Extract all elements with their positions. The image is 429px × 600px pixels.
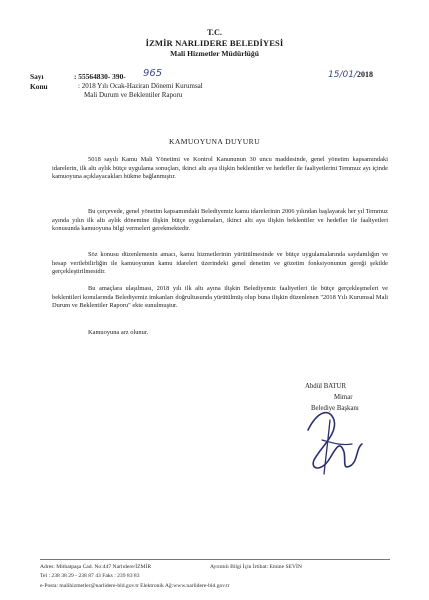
document-date [328,70,373,80]
department-name: Mali Hizmetler Müdürlüğü [170,49,259,58]
konu-label: Konu [30,82,48,91]
country-header: T.C. [207,28,222,37]
signatory-position: Belediye Başkanı [311,405,359,412]
footer-phone: Tel : 238 38 29 - 238 87 43 Faks : 239 83 83 [40,573,140,579]
date-year: 2018 [356,70,373,79]
handwritten-signature [300,400,370,480]
announcement-title: KAMUOYUNA DUYURU [169,137,260,146]
footer-address: Adres: Mithatpaşa Cad. No:447 Narlıdere/İZMİR [40,564,152,570]
body-paragraph-3 [52,251,388,277]
sayi-handwritten-number: 965 [143,68,163,79]
organization-name: İZMİR NARLIDERE BELEDİYESİ [145,38,284,48]
body-paragraph-5 [52,329,388,338]
sayi-value: : 55564830- 390- [74,72,126,81]
signatory-name: Abdül BATUR [305,383,346,390]
konu-line-2: Mali Durum ve Beklentiler Raporu [84,91,183,99]
sayi-label: Sayı [30,72,44,81]
footer-email: e-Posta: malihizmetler@narlidere-bld.gov.tr Elektronik Ağ:www.narlidere-bld.gov.tr [40,583,230,589]
paragraph-text: Bu çerçevede, genel yönetim kapsamındaki Belediyemiz kamu idarelerinin 2006 yılından başlayarak her yıl Temmuz ayında yılın ilk altı aylık dönemine ilişkin bütçe uygulamaları, ikinci altı aya ilişkin beklentiler ve hedefler ile faaliyetleri konusunda kamuoyuna bilgi vermeleri gerekmektedir. [52,208,388,233]
footer-divider [40,559,390,560]
konu-line-1: : 2018 Yılı Ocak-Haziran Dönemi Kurumsal [78,82,203,90]
signatory-title: Mimar [334,394,353,401]
paragraph-text: Kamuoyuna arz olunur. [88,329,149,336]
paragraph-text: 5018 sayılı Kamu Mali Yönetimi ve Kontrol Kanununun 30 uncu maddesinde, genel yönetim kapsamındaki idarelerin, ilk altı aylık bütçe uygulama sonuçları, ikinci altı aya ilişkin beklentiler ve hedefler ile faaliyetlerini Temmuz ayı içinde kamuoyuna açıklayacakları hükme bağlanmıştır. [52,156,388,181]
paragraph-text: Bu amaçlara ulaşılması, 2018 yılı ilk altı ayına ilişkin Belediyemiz faaliyetleri ile bütçe gerçekleşmeleri ve beklentileri konularında Belediyemiz imkanları doğrultusunda yürütülmüş olup buna ilişkin düzenlenen "2018 Yılı Kurumsal Mali Durum ve Beklentiler Raporu" ekte sunulmuştur. [52,285,388,310]
body-paragraph-2 [52,208,388,234]
body-paragraph-4 [52,285,388,311]
body-paragraph-1 [52,156,388,182]
paragraph-text: Söz konusu düzenlemenin amacı, kamu hizmetlerinin yürütülmesinde ve bütçe uygulamalarında saydamlığın ve hesap verilebilirliğin ile kamuoyunun kamu idareleri üzerindeki genel denetim ve gözetim fonksiyonunun gereği şekilde gerçekleştirilmesidir. [52,251,388,276]
footer-contact: Ayrıntılı Bilgi İçin İrtibat: Emine SEVİN [210,564,302,570]
date-handwritten: 15/01/ [328,70,357,80]
